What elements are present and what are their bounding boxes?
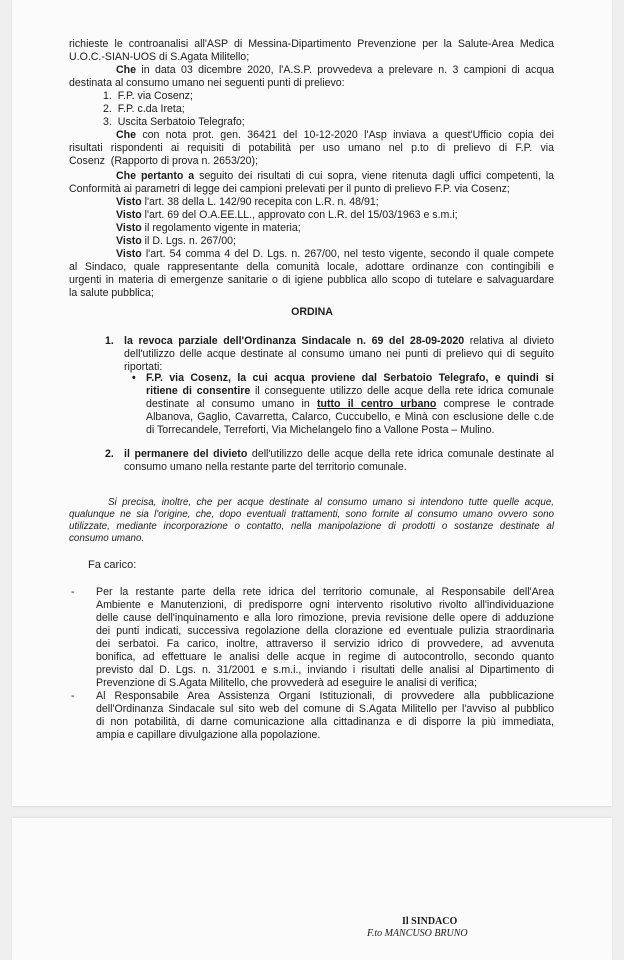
intro-line: urgenti in materia di emergenze sanitarie o di igiene pubblica allo scopo di tutelare e salvaguardare [69,274,554,286]
carico-line: delle cause dell'inquinamento e alla loro rimozione, previa revisione delle opere di adduzione [96,612,554,624]
carico-line: previsto dal D. Lgs. n. 31/2001 e s.m.i., inviando i risultati delle analisi al Dipartimento di [96,664,554,676]
ordina-line: dell'utilizzo delle acque destinate al consumo umano nei punti di prelievo qui di seguito [124,348,554,360]
visto-line [116,222,301,235]
item-number: 2. [105,448,114,460]
ordina-heading: ORDINA [291,306,333,318]
carico-line: dell'Ordinanza Sindacale sul sito web del comune di S.Agata Militello per l'avviso al pubblico [96,703,554,715]
sampling-point: 3. Uscita Serbatoio Telegrafo; [103,116,245,128]
visto-line [116,196,379,209]
intro-line: al Sindaco, quale rappresentante della comunità locale, adottare ordinanze con contingibili e [69,261,554,273]
carico-line: dei punti indicati, successiva regolazione della clorazione ed eventuale pulizia straordinaria [96,625,554,637]
carico-line: di non potabilità, di darne comunicazione alla cittadinanza e di disporre la più immediata, [96,716,554,728]
signature-title: Il SINDACO [402,916,458,927]
dash-marker: - [71,690,75,702]
intro-line: destinata al consumo umano nei seguenti punti di prelievo: [69,77,345,89]
text-span: dell'utilizzo delle acque della rete idrica comunale destinate al [247,448,554,460]
carico-line: dei serbatoi. Fa carico, inoltre, attraverso il servizio idrico di provvedere, ad avvenuta [96,638,554,650]
visto-keyword: Visto [116,209,142,221]
document-page [12,0,612,806]
visto-keyword: Visto [116,235,142,247]
visto-line [116,209,458,222]
precisa-line: qualunque ne sia l'origine, che, dopo eventuali trattamenti, sono fornite al consumo umano ovvero sono [69,509,554,520]
sub-item-line: F.P. via Cosenz, la cui acqua proviene dal Serbatoio Telegrafo, e quindi si [146,372,554,384]
ordina-line: consumo umano nella restante parte del territorio comunale. [124,461,407,473]
text-span: il permanere del divieto [124,448,248,460]
text-span: con nota prot. gen. 36421 del 10-12-2020 l'Asp inviava a quest'Ufficio copia dei [136,129,554,141]
ordina-item-2 [124,448,554,461]
text-span: l'art. 54 comma 4 del D. Lgs. n. 267/00, nel testo vigente, secondo il quale compete [141,248,554,260]
che-keyword: Che pertanto a [116,170,195,182]
text-span: il conseguente utilizzo delle acque della rete idrica comunale [250,385,554,397]
intro-line: Conformità ai parametri di legge dei campioni prelevati per il punto di prelievo F.P. via Cosenz; [69,183,510,195]
che-paragraph-3 [116,170,554,183]
carico-line: Al Responsabile Area Assistenza Organi Istituzionali, di provvedere alla pubblicazione [96,690,554,702]
che-keyword: Che [116,129,137,141]
visto-keyword: Visto [116,248,142,260]
visto-keyword: Visto [116,222,142,234]
text-span: destinate al consumo umano in [146,398,317,410]
dash-marker: - [71,586,75,598]
sub-item-line [146,385,554,398]
precisa-line: Si precisa, inoltre, che per acque destinate al consumo umano si intendono tutte quelle acque, [108,497,554,508]
visto-line [116,235,236,248]
carico-line: Ambiente e Manutenzioni, di predisporre ogni intervento risolutivo rivolto all'individuazione [96,599,554,611]
sub-item-line: di Torrecandele, Terreforti, Via Michelangelo fino a Vallone Posta – Mulino. [146,424,495,436]
centro-urbano-text: tutto il centro urbano [316,398,437,410]
che-keyword: Che [116,64,137,76]
signature-page [12,818,612,960]
sub-item-line: Albanova, Gaglio, Cavarretta, Calarco, Cuccubello, e Minà con esclusione delle c.de [146,411,554,423]
text-span: ritiene di consentire [146,385,251,397]
intro-line: richieste le controanalisi all'ASP di Messina-Dipartimento Prevenzione per la Salute-Area Medica [69,38,554,50]
carico-line: Prevenzione di S.Agata Militello, che provvederà ad eseguire le analisi di verifica; [96,677,477,689]
carico-line: bonifica, ad effettuare le analisi delle acque in regime di autocontrollo, secondo quanto [96,651,554,663]
text-span: l'art. 69 del O.A.EE.LL., approvato con L.R. del 15/03/1963 e s.m.i; [141,209,458,221]
visto-keyword: Visto [116,196,142,208]
intro-line: Cosenz (Rapporto di prova n. 2653/20); [69,155,259,167]
carico-line: Per la restante parte della rete idrica del territorio comunale, al Responsabile dell'Area [96,586,554,598]
text-span: la revoca parziale dell'Ordinanza Sindacale n. 69 del 28-09-2020 [124,335,465,347]
text-span: relativa al divieto [464,335,554,347]
sub-item-line [146,398,554,411]
che-paragraph-2 [116,129,554,142]
che-paragraph-1 [116,64,554,77]
intro-line: risultati rispondenti ai requisiti di potabilità per uso umano nel p.to di prelievo di F.P. via [69,142,554,154]
text-span: il D. Lgs. n. 267/00; [141,235,236,247]
fa-carico-label: Fa carico: [88,559,137,571]
intro-line: U.O.C.-SIAN-UOS di S.Agata Militello; [69,51,250,63]
signature-name: F.to MANCUSO BRUNO [367,928,468,939]
text-span: in data 03 dicembre 2020, l'A.S.P. provvedeva a prelevare n. 3 campioni di acqua [136,64,554,76]
text-span: l'art. 38 della L. 142/90 recepita con L.R. n. 48/91; [141,196,379,208]
visto-line [116,248,554,261]
text-span: comprese le contrade [436,398,554,410]
carico-line: ampia e capillare divulgazione alla popolazione. [96,729,321,741]
item-number: 1. [105,335,114,347]
sampling-point: 1. F.P. via Cosenz; [103,90,193,102]
sampling-point: 2. F.P. c.da Ireta; [103,103,185,115]
precisa-line: utilizzate, mediante incorporazione o contatto, nella manipolazione di prodotti o sostanze destinate al [69,521,554,532]
text-span: il regolamento vigente in materia; [141,222,301,234]
text-span: seguito dei risultati di cui sopra, viene ritenuta dagli uffici competenti, la [194,170,554,182]
ordina-line: riportati: [124,361,163,373]
precisa-line: consumo umano. [69,533,145,544]
ordina-item-1 [124,335,554,348]
bullet-icon: • [132,372,136,384]
intro-line: la salute pubblica; [69,287,154,299]
